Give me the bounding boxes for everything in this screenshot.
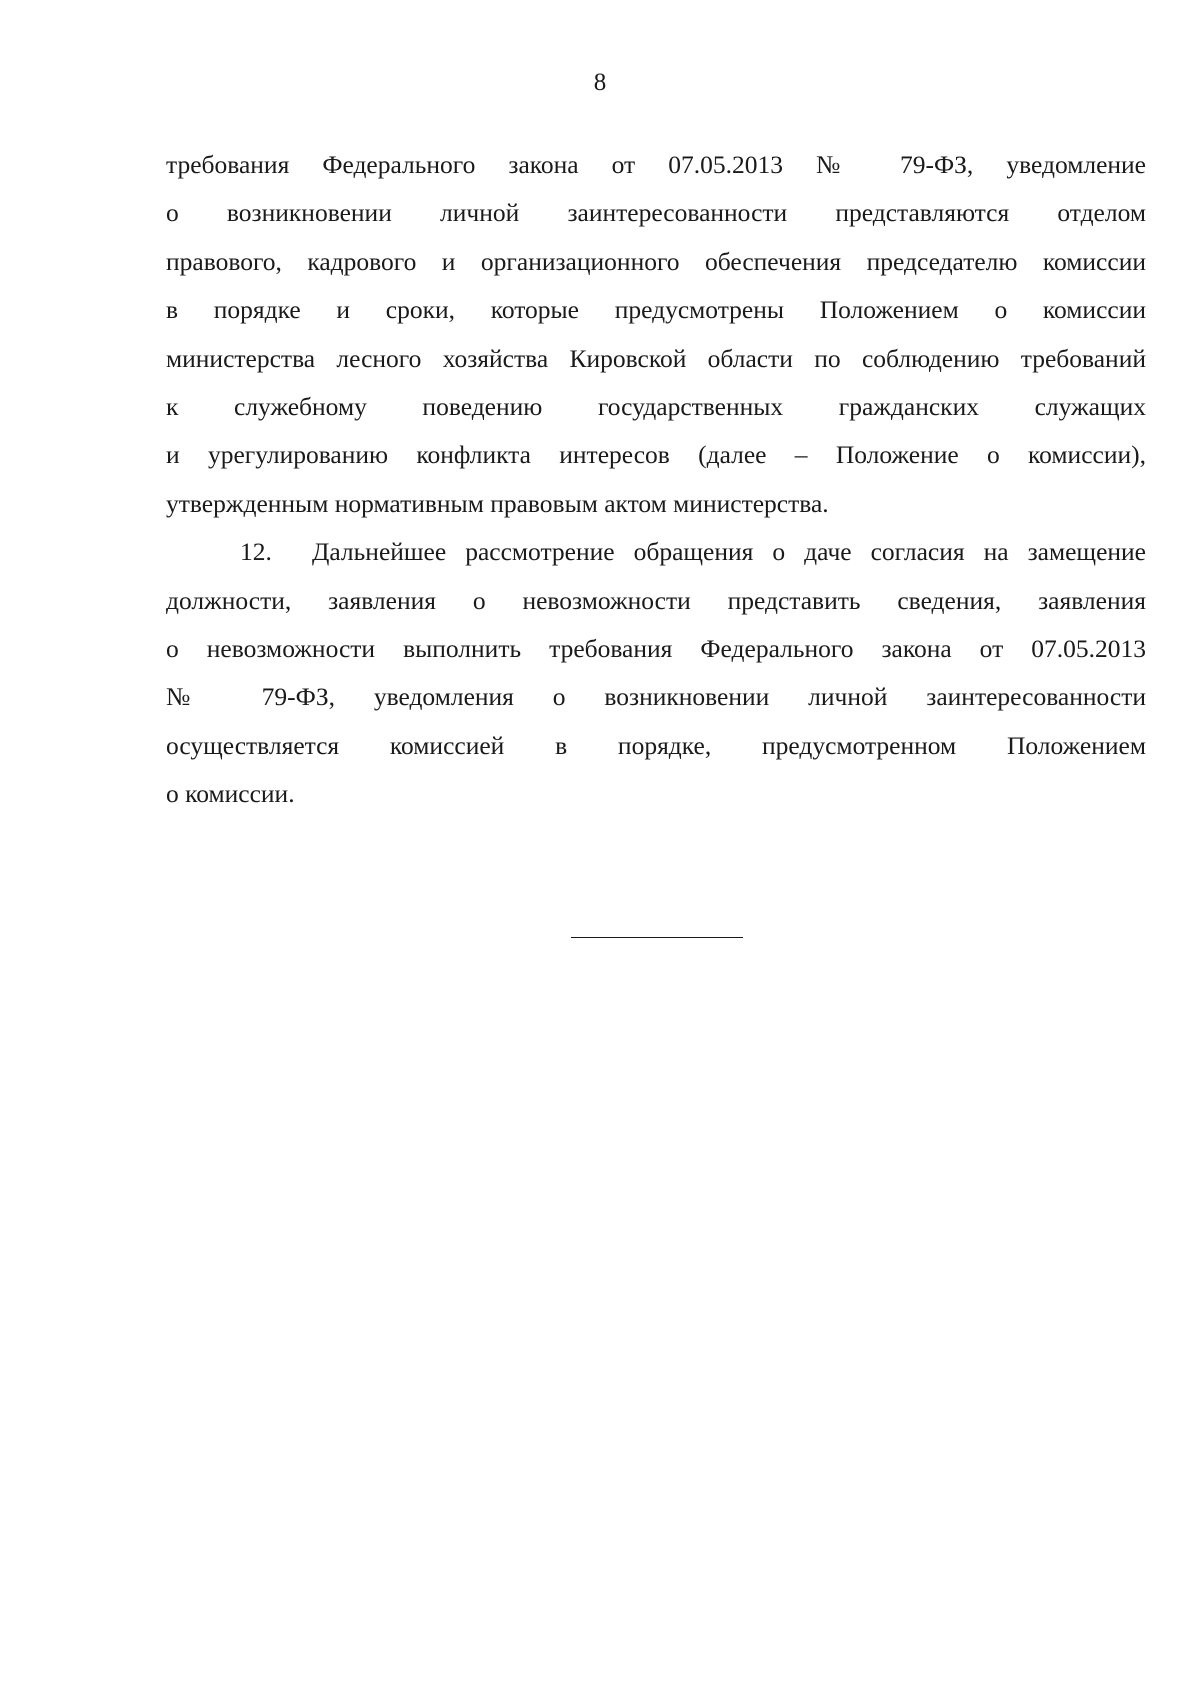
text-line: утвержденным нормативным правовым актом министерства. bbox=[166, 488, 829, 518]
text-line: должности, заявления о невозможности представить сведения, заявления bbox=[166, 585, 1146, 615]
text-line: правового, кадрового и организационного обеспечения председателю комиссии bbox=[166, 246, 1146, 276]
text-line: о невозможности выполнить требования Федерального закона от 07.05.2013 bbox=[166, 633, 1146, 663]
text-line: № 79-ФЗ, уведомления о возникновении личной заинтересованности bbox=[166, 682, 1146, 712]
text-line: о комиссии. bbox=[166, 779, 295, 809]
body-text bbox=[166, 141, 1146, 818]
text-line: требования Федерального закона от 07.05.2013 № 79-ФЗ, уведомление bbox=[166, 150, 1146, 179]
text-line: и урегулированию конфликта интересов (далее – Положение о комиссии), bbox=[166, 440, 1146, 470]
paragraph-12 bbox=[166, 528, 1146, 818]
end-of-document-rule bbox=[571, 937, 743, 938]
text-line: осуществляется комиссией в порядке, предусмотренном Положением bbox=[166, 730, 1146, 760]
paragraph-continuation bbox=[166, 141, 1146, 528]
text-line: Дальнейшее рассмотрение обращения о даче согласия на замещение bbox=[312, 537, 1146, 567]
numbered-first-line bbox=[166, 528, 1146, 576]
text-line: о возникновении личной заинтересованности представляются отделом bbox=[166, 198, 1146, 228]
item-number: 12. bbox=[240, 537, 272, 567]
text-line: к служебному поведению государственных гражданских служащих bbox=[166, 391, 1146, 421]
text-line: в порядке и сроки, которые предусмотрены Положением о комиссии bbox=[166, 295, 1146, 325]
page-number: 8 bbox=[593, 69, 607, 96]
text-line: министерства лесного хозяйства Кировской области по соблюдению требований bbox=[166, 343, 1146, 373]
